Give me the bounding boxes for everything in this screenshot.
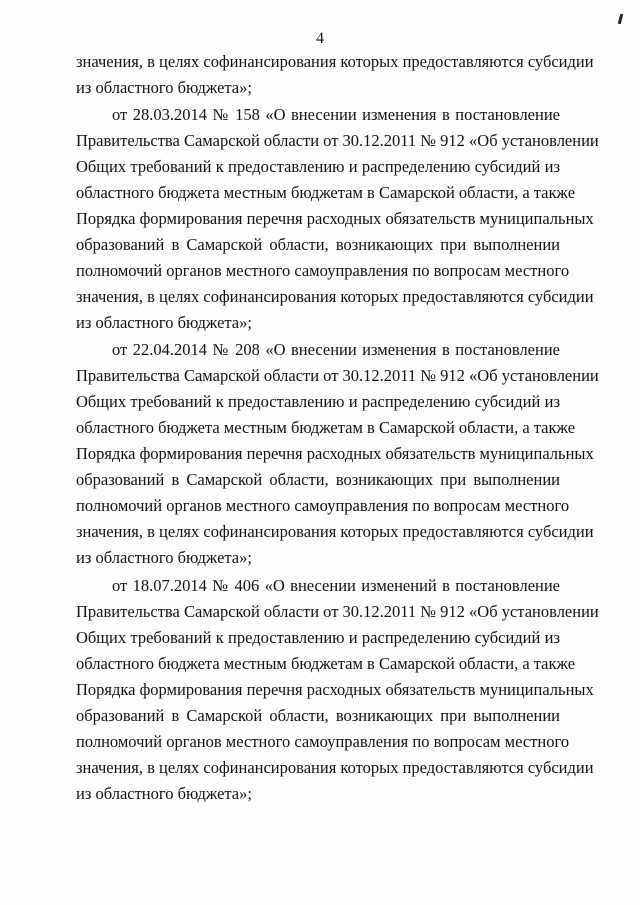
text-line: из областного бюджета»; — [76, 78, 252, 97]
text-line: областного бюджета местным бюджетам в Самарской области, а также — [76, 418, 576, 437]
text-line: Правительства Самарской области от 30.12.2011 № 912 «Об установлении — [76, 131, 599, 150]
paragraph-first-line: от 18.07.2014 № 406 «О внесении изменений в постановление — [112, 576, 560, 595]
text-line: значения, в целях софинансирования которых предоставляются субсидии — [76, 758, 594, 777]
page-number: 4 — [316, 30, 324, 47]
text-line: Порядка формирования перечня расходных обязательств муниципальных — [76, 680, 594, 699]
text-line: значения, в целях софинансирования которых предоставляются субсидии — [76, 287, 594, 306]
text-line: Порядка формирования перечня расходных обязательств муниципальных — [76, 444, 594, 463]
scan-mark — [618, 14, 623, 24]
text-line: образований в Самарской области, возникающих при выполнении — [76, 470, 560, 489]
text-line: Правительства Самарской области от 30.12.2011 № 912 «Об установлении — [76, 602, 599, 621]
text-line: значения, в целях софинансирования которых предоставляются субсидии — [76, 522, 594, 541]
text-line: значения, в целях софинансирования которых предоставляются субсидии — [76, 52, 594, 71]
text-line: полномочий органов местного самоуправления по вопросам местного — [76, 732, 570, 751]
text-line: Общих требований к предоставлению и распределению субсидий из — [76, 392, 560, 411]
paragraph-first-line: от 22.04.2014 № 208 «О внесении изменения в постановление — [112, 340, 560, 359]
text-line: Общих требований к предоставлению и распределению субсидий из — [76, 157, 560, 176]
paragraph-first-line: от 28.03.2014 № 158 «О внесении изменения в постановление — [112, 105, 560, 124]
text-line: областного бюджета местным бюджетам в Самарской области, а также — [76, 654, 576, 673]
text-line: из областного бюджета»; — [76, 548, 252, 567]
text-line: Правительства Самарской области от 30.12.2011 № 912 «Об установлении — [76, 366, 599, 385]
text-line: из областного бюджета»; — [76, 784, 252, 803]
text-line: образований в Самарской области, возникающих при выполнении — [76, 235, 560, 254]
text-line: Порядка формирования перечня расходных обязательств муниципальных — [76, 209, 594, 228]
text-line: из областного бюджета»; — [76, 313, 252, 332]
text-line: полномочий органов местного самоуправления по вопросам местного — [76, 261, 570, 280]
text-line: Общих требований к предоставлению и распределению субсидий из — [76, 628, 560, 647]
text-line: полномочий органов местного самоуправления по вопросам местного — [76, 496, 570, 515]
text-line: образований в Самарской области, возникающих при выполнении — [76, 706, 560, 725]
text-line: областного бюджета местным бюджетам в Самарской области, а также — [76, 183, 576, 202]
